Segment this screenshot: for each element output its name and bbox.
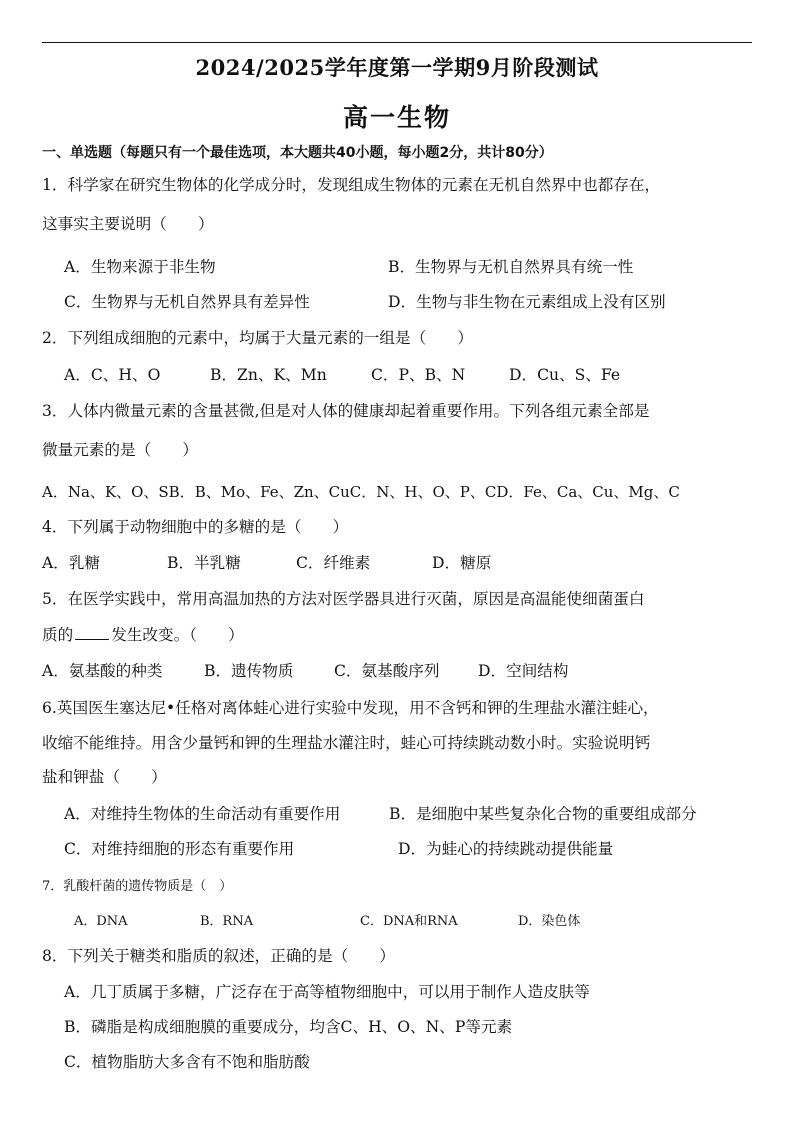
q6-option-a: A．对维持生物体的生命活动有重要作用 [64, 805, 341, 823]
q8-option-b: B．磷脂是构成细胞膜的重要成分，均含C、H、O、N、P等元素 [64, 1018, 513, 1036]
q5-stem-line1: 5．在医学实践中，常用高温加热的方法对医学器具进行灭菌，原因是高温能使细菌蛋白 [42, 590, 645, 608]
q5-option-d: D．空间结构 [478, 662, 569, 680]
answer-blank [75, 625, 109, 640]
q3-stem-line1: 3．人体内微量元素的含量甚微,但是对人体的健康却起着重要作用。下列各组元素全部是 [42, 402, 650, 420]
subject-title: 高一生物 [342, 103, 451, 132]
q1-option-a: A．生物来源于非生物 [64, 258, 216, 276]
q6-stem-line2: 收缩不能维持。用含少量钙和钾的生理盐水灌注时，蛙心可持续跳动数小时。实验说明钙 [42, 734, 651, 752]
q4-option-c: C．纤维素 [296, 554, 371, 572]
section-heading: 一、单选题（每题只有一个最佳选项，本大题共40小题，每小题2分，共计80分） [42, 145, 553, 161]
q4-option-d: D．糖原 [432, 554, 492, 572]
q5-option-c: C．氨基酸序列 [334, 662, 440, 680]
top-rule [42, 42, 752, 43]
q5-stem-line2 [42, 623, 244, 645]
q5-option-a: A．氨基酸的种类 [42, 662, 163, 680]
q3-options: A．Na、K、O、SB．B、Mo、Fe、Zn、CuC．N、H、O、P、CD．Fe、Ca、Cu、Mg、C [42, 483, 680, 501]
q4-option-a: A．乳糖 [42, 554, 101, 572]
q6-option-b: B．是细胞中某些复杂化合物的重要组成部分 [389, 805, 697, 823]
q5-option-b: B．遗传物质 [204, 662, 294, 680]
q6-stem-line1: 6.英国医生塞达尼•任格对离体蛙心进行实验中发现，用不含钙和钾的生理盐水灌注蛙心， [42, 699, 659, 717]
q8-option-a: A．几丁质属于多糖，广泛存在于高等植物细胞中，可以用于制作人造皮肤等 [64, 983, 590, 1001]
q5-stem-post: 发生改变。（ ） [111, 626, 244, 644]
q4-stem: 4．下列属于动物细胞中的多糖的是（ ） [42, 518, 349, 536]
q7-option-d: D．染色体 [518, 914, 581, 929]
q8-option-c: C．植物脂肪大多含有不饱和脂肪酸 [64, 1053, 310, 1071]
q1-option-c: C．生物界与无机自然界具有差异性 [64, 293, 310, 311]
q2-option-c: C．P、B、N [371, 366, 466, 384]
page-title: 2024/2025学年度第一学期9月阶段测试 [195, 55, 599, 80]
q2-option-b: B．Zn、K、Mn [210, 366, 327, 384]
q1-option-b: B．生物界与无机自然界具有统一性 [388, 258, 634, 276]
q7-option-c: C．DNA和RNA [360, 914, 458, 929]
q1-stem-line2: 这事实主要说明（ ） [42, 215, 214, 233]
q1-stem-line1: 1．科学家在研究生物体的化学成分时，发现组成生物体的元素在无机自然界中也都存在， [42, 176, 661, 194]
q4-option-b: B．半乳糖 [167, 554, 241, 572]
q8-stem: 8．下列关于糖类和脂质的叙述，正确的是（ ） [42, 947, 395, 965]
q7-stem: 7．乳酸杆菌的遗传物质是（ ） [42, 879, 233, 894]
q2-stem: 2．下列组成细胞的元素中，均属于大量元素的一组是（ ） [42, 329, 473, 347]
q3-stem-line2: 微量元素的是（ ） [42, 441, 198, 459]
q7-option-b: B．RNA [200, 914, 254, 929]
q6-stem-line3: 盐和钾盐（ ） [42, 768, 167, 786]
q6-option-c: C．对维持细胞的形态有重要作用 [64, 840, 295, 858]
q6-option-d: D．为蛙心的持续跳动提供能量 [398, 840, 614, 858]
q5-stem-pre: 质的 [42, 626, 74, 644]
q7-option-a: A．DNA [74, 914, 128, 929]
q2-option-a: A．C、H、O [64, 366, 161, 384]
q2-option-d: D．Cu、S、Fe [509, 366, 621, 384]
q1-option-d: D．生物与非生物在元素组成上没有区别 [388, 293, 666, 311]
